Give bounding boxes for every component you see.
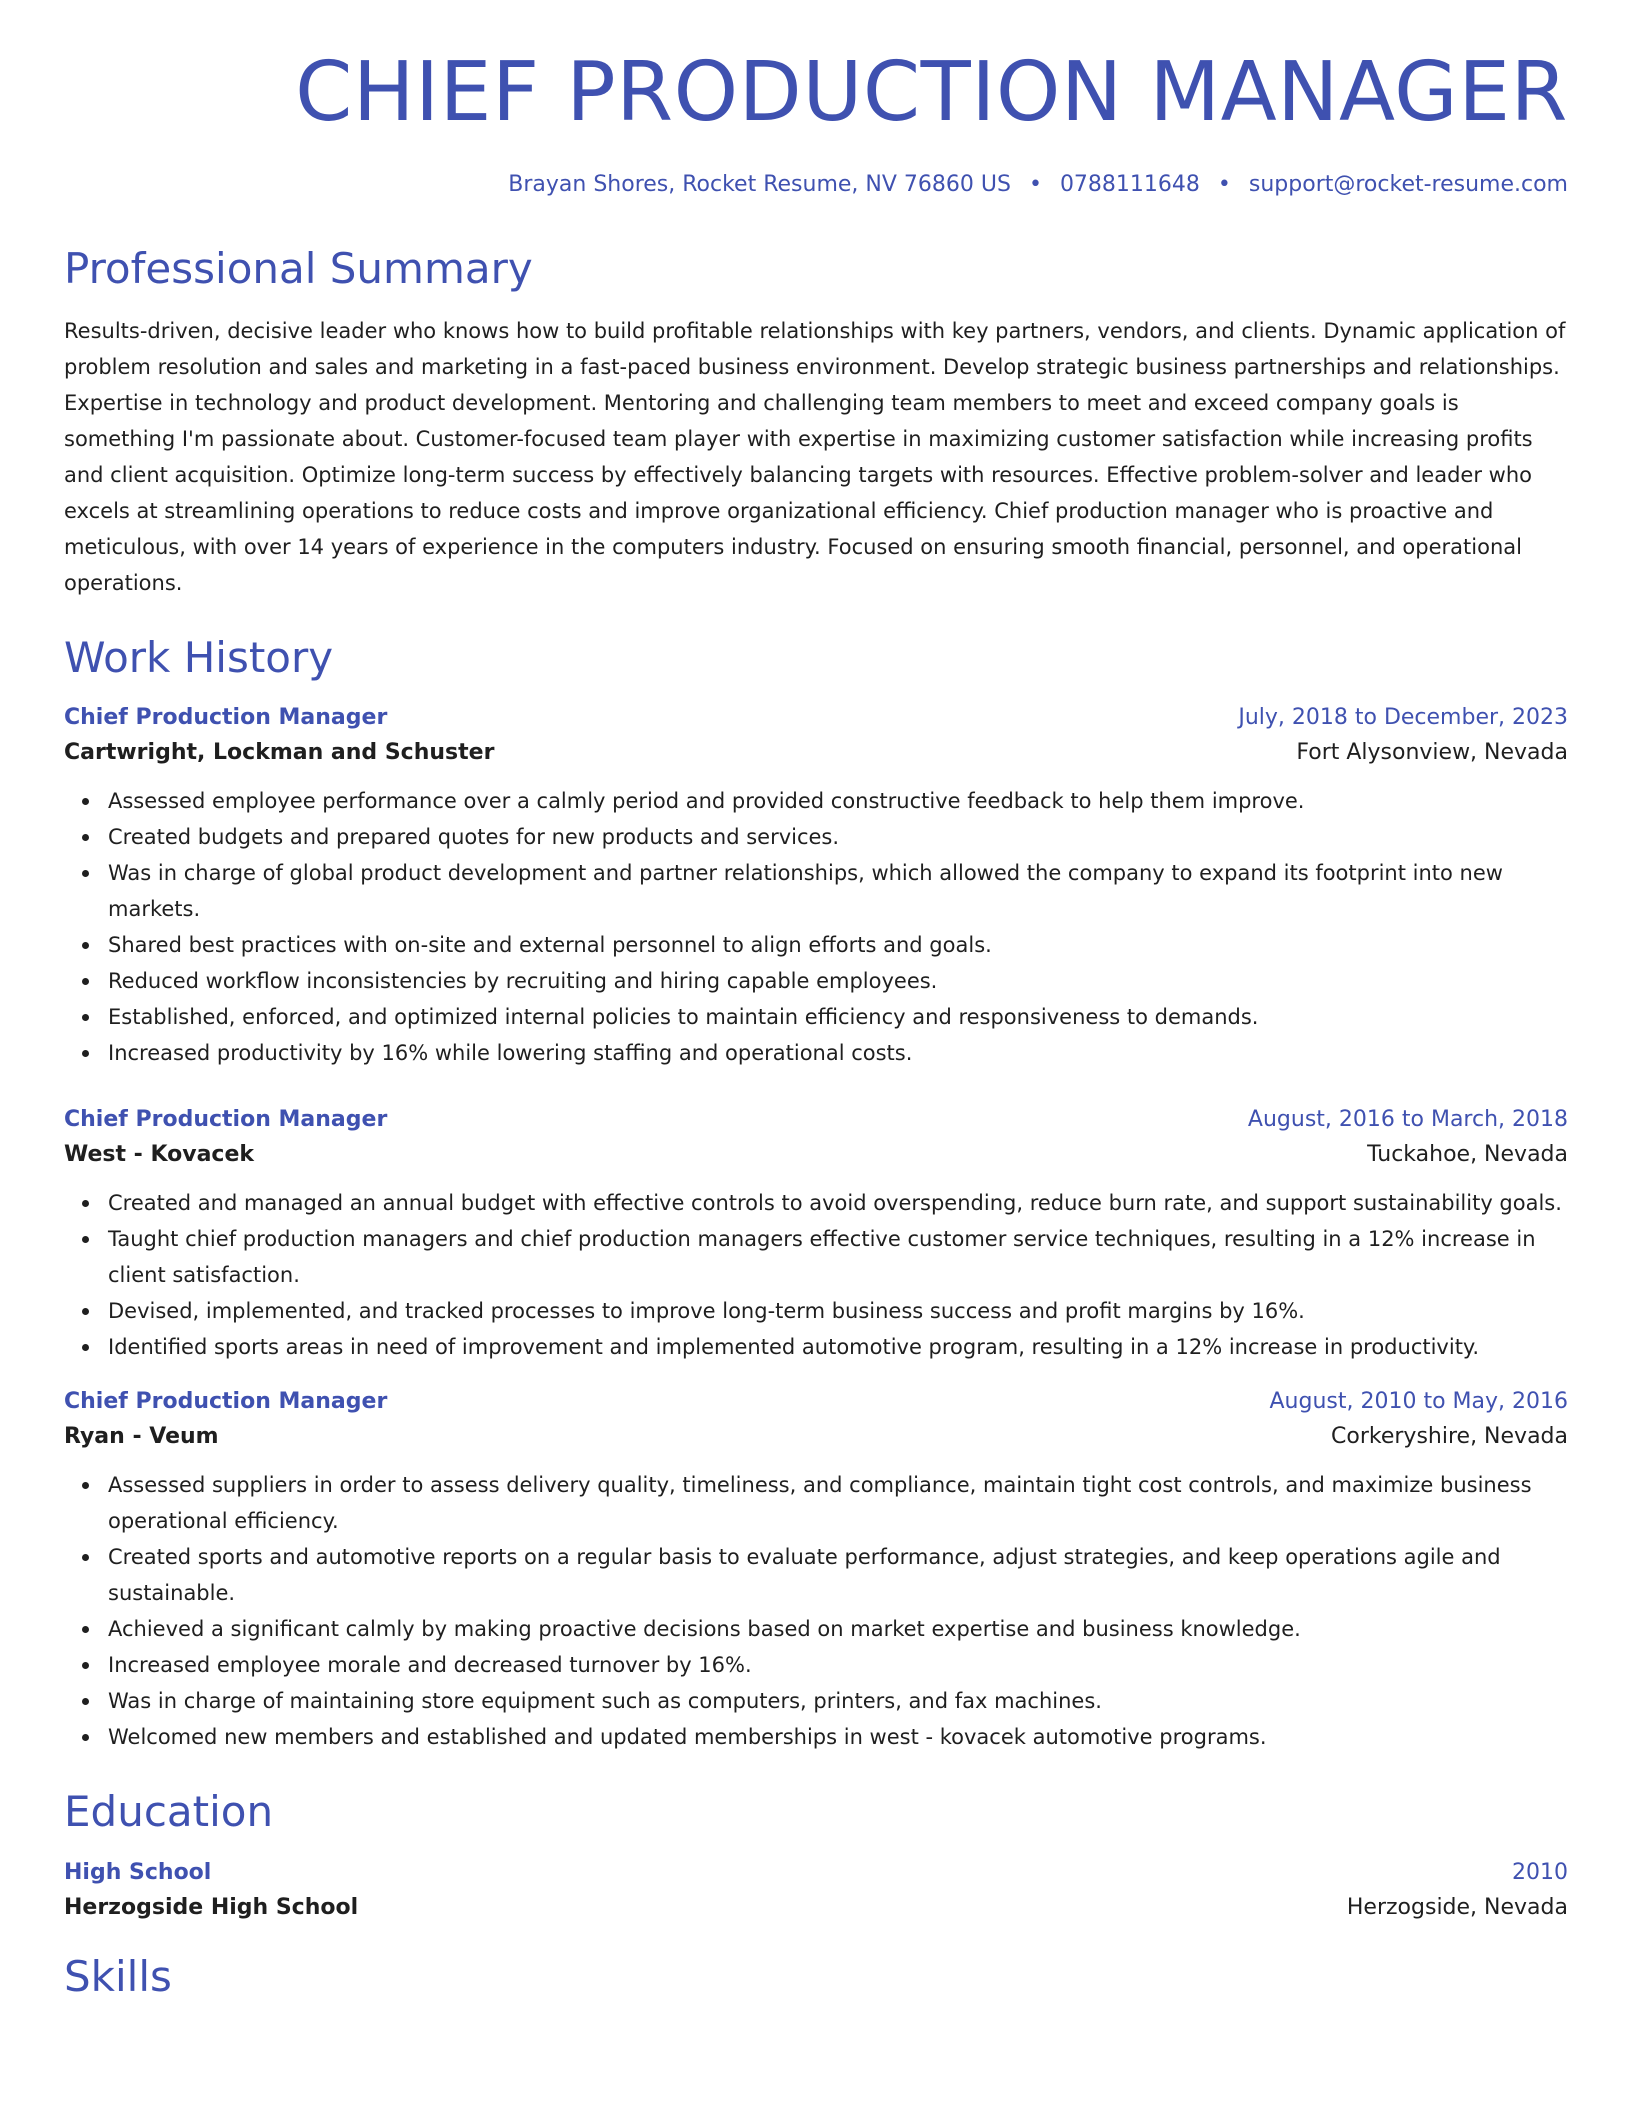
job-location: Corkeryshire, Nevada [1331, 1424, 1568, 1450]
job-location: Fort Alysonview, Nevada [1296, 740, 1568, 766]
job-company: West - Kovacek [64, 1142, 255, 1168]
work-history-list [64, 705, 1568, 1755]
contact-separator: • [1217, 172, 1231, 197]
contact-address: Brayan Shores, Rocket Resume, NV 76860 US [508, 172, 1011, 197]
list-item: Reduced workflow inconsistencies by recruiting and hiring capable employees. [108, 963, 1568, 999]
contact-email: support@rocket-resume.com [1248, 172, 1568, 197]
job-entry [64, 1389, 1568, 1755]
list-item: Shared best practices with on-site and external personnel to align efforts and goals. [108, 927, 1568, 963]
skills-heading: Skills [64, 1951, 172, 2001]
job-entry [64, 1107, 1568, 1365]
summary-heading: Professional Summary [64, 244, 533, 294]
list-item: Was in charge of global product development and partner relationships, which allowed the company to expand its footprint into new markets. [108, 855, 1568, 927]
education-year: 2010 [1512, 1859, 1568, 1885]
job-dates: August, 2016 to March, 2018 [1247, 1107, 1568, 1133]
summary-text: Results-driven, decisive leader who knows how to build profitable relationships with key partners, vendors, and clients. Dynamic application of problem resolution and sales and marketing in a fast-paced business environment. Develop strategic business partnerships and relationships. Expertise in technology and product development. Mentoring and challenging team members to meet and exceed company goals is something I'm passionate about. Customer-focused team player with expertise in maximizing customer satisfaction while increasing profits and client acquisition. Optimize long-term success by effectively balancing targets with resources. Effective problem-solver and leader who excels at streamlining operations to reduce costs and improve organizational efficiency. Chief production manager who is proactive and meticulous, with over 14 years of experience in the computers industry. Focused on ensuring smooth financial, personnel, and operational operations. [64, 318, 1566, 595]
contact-separator: • [1028, 172, 1042, 197]
list-item: Devised, implemented, and tracked processes to improve long-term business success and profit margins by 16%. [108, 1293, 1568, 1329]
job-role: Chief Production Manager [64, 1389, 388, 1415]
contact-line [64, 172, 1568, 198]
education-entry [64, 1860, 1568, 1920]
list-item: Assessed suppliers in order to assess delivery quality, timeliness, and compliance, maintain tight cost controls, and maximize business operational efficiency. [108, 1467, 1568, 1539]
list-item: Taught chief production managers and chief production managers effective customer service techniques, resulting in a 12% increase in client satisfaction. [108, 1221, 1568, 1293]
list-item: Created and managed an annual budget with effective controls to avoid overspending, reduce burn rate, and support sustainability goals. [108, 1185, 1568, 1221]
education-location: Herzogside, Nevada [1346, 1894, 1568, 1920]
job-bullets [64, 1467, 1568, 1755]
list-item: Assessed employee performance over a calmly period and provided constructive feedback to help them improve. [108, 783, 1568, 819]
job-role: Chief Production Manager [64, 705, 388, 731]
list-item: Achieved a significant calmly by making proactive decisions based on market expertise and business knowledge. [108, 1611, 1568, 1647]
job-dates: July, 2018 to December, 2023 [1238, 705, 1568, 731]
job-bullets [64, 1185, 1568, 1365]
job-company: Cartwright, Lockman and Schuster [64, 740, 495, 766]
contact-phone: 0788111648 [1059, 172, 1200, 197]
education-heading: Education [64, 1787, 274, 1837]
list-item: Increased employee morale and decreased turnover by 16%. [108, 1647, 1568, 1683]
list-item: Was in charge of maintaining store equipment such as computers, printers, and fax machines. [108, 1683, 1568, 1719]
job-bullets [64, 783, 1568, 1071]
job-location: Tuckahoe, Nevada [1367, 1142, 1568, 1168]
list-item: Created sports and automotive reports on a regular basis to evaluate performance, adjust strategies, and keep operations agile and sustainable. [108, 1539, 1568, 1611]
list-item: Increased productivity by 16% while lowering staffing and operational costs. [108, 1035, 1568, 1071]
work-history-heading: Work History [64, 632, 334, 682]
job-entry [64, 705, 1568, 1071]
education-school: Herzogside High School [64, 1894, 359, 1920]
list-item: Established, enforced, and optimized internal policies to maintain efficiency and responsiveness to demands. [108, 999, 1568, 1035]
education-degree: High School [64, 1859, 212, 1885]
list-item: Identified sports areas in need of improvement and implemented automotive program, resulting in a 12% increase in productivity. [108, 1329, 1568, 1365]
job-role: Chief Production Manager [64, 1107, 388, 1133]
list-item: Welcomed new members and established and updated memberships in west - kovacek automotive programs. [108, 1719, 1568, 1755]
list-item: Created budgets and prepared quotes for new products and services. [108, 819, 1568, 855]
resume-title: CHIEF PRODUCTION MANAGER [295, 45, 1568, 140]
job-company: Ryan - Veum [64, 1424, 219, 1450]
job-dates: August, 2010 to May, 2016 [1269, 1389, 1568, 1415]
